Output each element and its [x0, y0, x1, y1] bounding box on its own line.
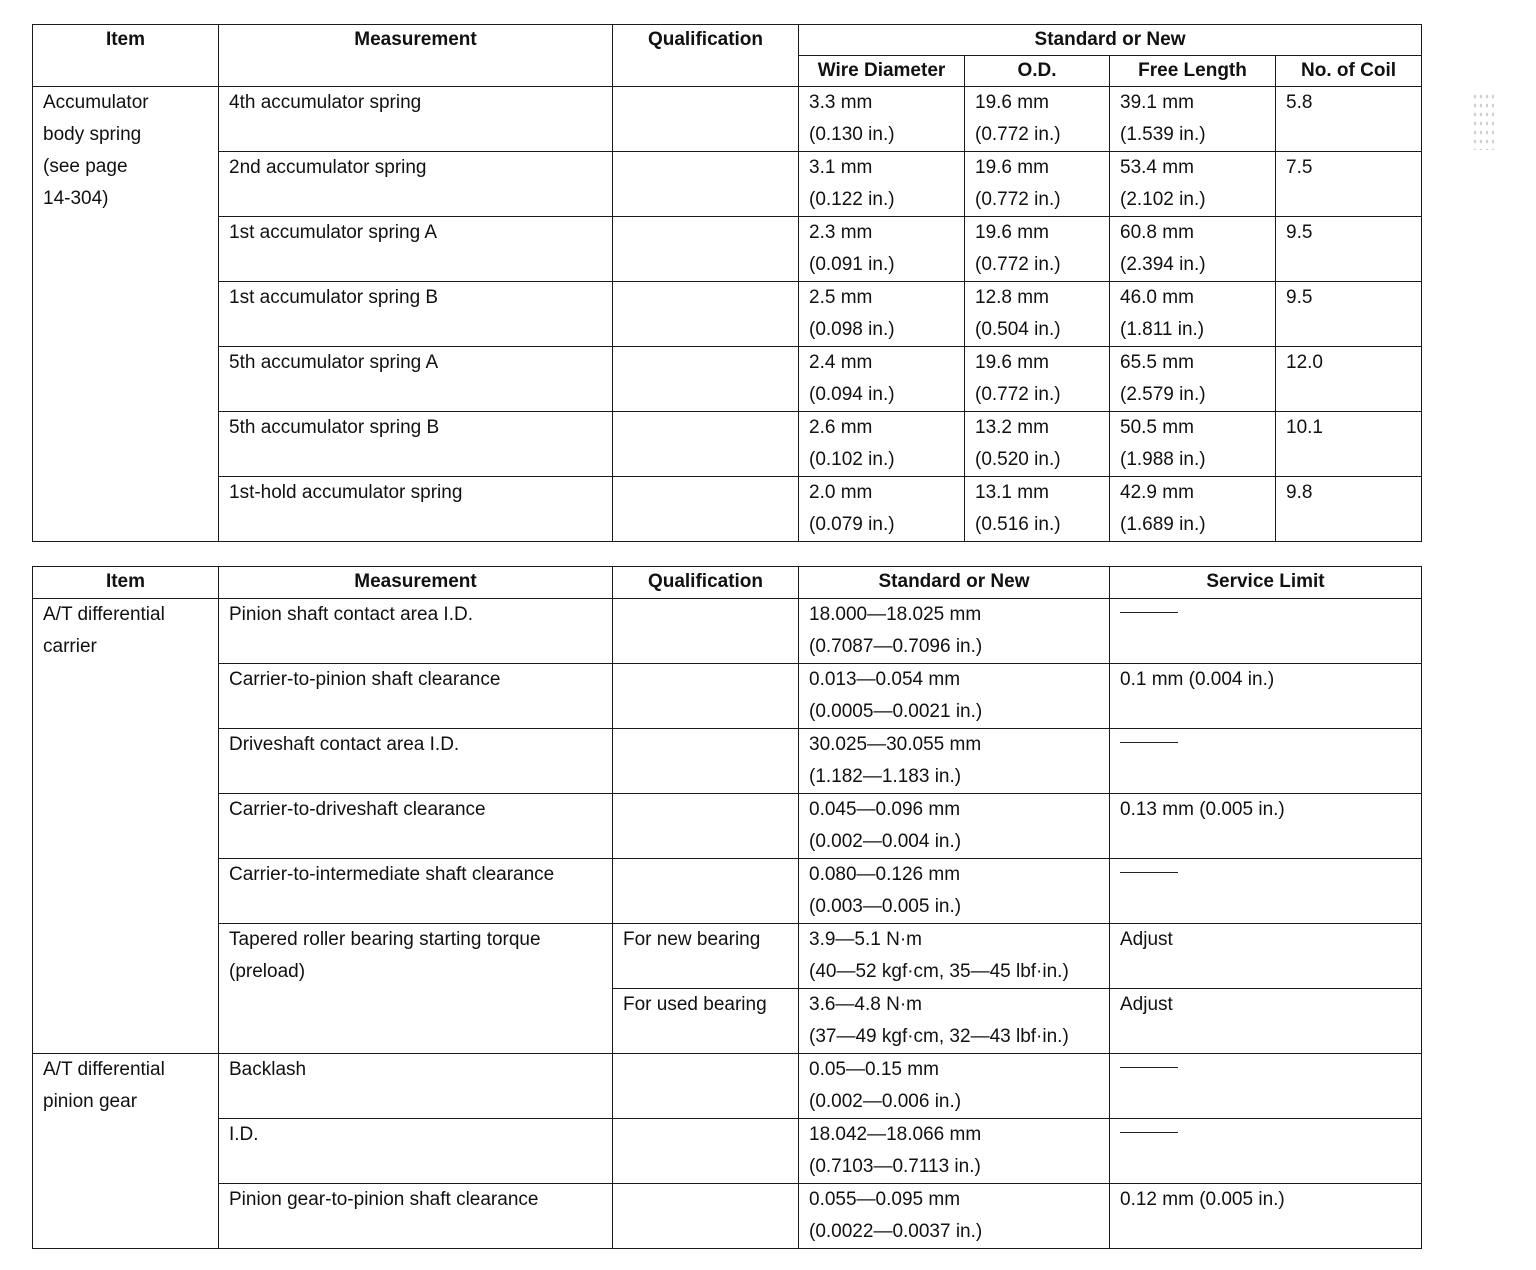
no-limit-dash [1120, 1067, 1178, 1068]
header-qualification: Qualification [613, 567, 799, 599]
service-limit-cell: Adjust [1110, 924, 1422, 989]
value-in: (0.772 in.) [975, 384, 1061, 405]
value-mm: 3.1 mm [809, 157, 873, 178]
free-length-cell [1110, 347, 1276, 412]
qualification-cell: For new bearing [613, 924, 799, 989]
wire-cell [799, 87, 965, 152]
od-cell [965, 347, 1110, 412]
qualification-cell [613, 599, 799, 664]
value-mm: 50.5 mm [1120, 417, 1194, 438]
qualification-cell: For used bearing [613, 989, 799, 1054]
value-in: (0.094 in.) [809, 384, 895, 405]
header-od: O.D. [965, 56, 1110, 87]
value-in: (1.988 in.) [1120, 449, 1206, 470]
table-row [33, 729, 1422, 794]
measurement-line: Tapered roller bearing starting torque [229, 929, 541, 950]
measurement-cell: 2nd accumulator spring [219, 152, 613, 217]
table-row [33, 477, 1422, 542]
header-measurement: Measurement [219, 25, 613, 87]
item-line: (see page [43, 156, 128, 177]
free-length-cell [1110, 282, 1276, 347]
wire-cell [799, 412, 965, 477]
value-mm: 19.6 mm [975, 157, 1049, 178]
no-limit-dash [1120, 872, 1178, 873]
value-in: (0.7087—0.7096 in.) [809, 636, 983, 657]
value-mm: 2.3 mm [809, 222, 873, 243]
value-in: (0.079 in.) [809, 514, 895, 535]
service-limit-cell: 0.1 mm (0.004 in.) [1110, 664, 1422, 729]
header-item: Item [33, 567, 219, 599]
measurement-line: (preload) [229, 961, 306, 982]
measurement-cell: Carrier-to-pinion shaft clearance [219, 664, 613, 729]
item-line: A/T differential [43, 1059, 165, 1080]
standard-cell [799, 924, 1110, 989]
table-row [33, 412, 1422, 477]
value-mm: 19.6 mm [975, 92, 1049, 113]
value-in: (0.0005—0.0021 in.) [809, 701, 983, 722]
table-row [33, 664, 1422, 729]
standard-cell [799, 599, 1110, 664]
value-mm: 13.2 mm [975, 417, 1049, 438]
standard-cell [799, 859, 1110, 924]
wire-cell [799, 282, 965, 347]
table-row [33, 217, 1422, 282]
item-line: Accumulator [43, 92, 149, 113]
header-measurement: Measurement [219, 567, 613, 599]
free-length-cell [1110, 152, 1276, 217]
header-free-length: Free Length [1110, 56, 1276, 87]
no-limit-dash [1120, 612, 1178, 613]
value-in: (0.122 in.) [809, 189, 895, 210]
value-mm: 0.05—0.15 mm [809, 1059, 939, 1080]
standard-cell [799, 1184, 1110, 1249]
coils-cell: 9.5 [1276, 217, 1422, 282]
standard-cell [799, 989, 1110, 1054]
service-limit-cell [1110, 599, 1422, 664]
table-row [33, 1119, 1422, 1184]
value-mm: 46.0 mm [1120, 287, 1194, 308]
value-in: (0.003—0.005 in.) [809, 896, 962, 917]
qualification-cell [613, 1184, 799, 1249]
od-cell [965, 152, 1110, 217]
standard-cell [799, 1119, 1110, 1184]
item-line: 14-304) [43, 188, 109, 209]
measurement-cell: Carrier-to-intermediate shaft clearance [219, 859, 613, 924]
item-line: body spring [43, 124, 142, 145]
free-length-cell [1110, 217, 1276, 282]
od-cell [965, 282, 1110, 347]
od-cell [965, 412, 1110, 477]
value-mm: 2.5 mm [809, 287, 873, 308]
table-row [33, 282, 1422, 347]
value-mm: 2.6 mm [809, 417, 873, 438]
value-mm: 2.0 mm [809, 482, 873, 503]
value-mm: 0.013—0.054 mm [809, 669, 961, 690]
qualification-cell [613, 217, 799, 282]
value-nm: 3.9—5.1 N·m [809, 929, 922, 950]
header-standard-or-new: Standard or New [799, 567, 1110, 599]
qualification-cell [613, 794, 799, 859]
value-mm: 12.8 mm [975, 287, 1049, 308]
table-row [33, 347, 1422, 412]
scan-speckle [1472, 92, 1494, 150]
value-mm: 42.9 mm [1120, 482, 1194, 503]
value-in: (1.689 in.) [1120, 514, 1206, 535]
header-qualification: Qualification [613, 25, 799, 87]
value-mm: 3.3 mm [809, 92, 873, 113]
value-in: (0.520 in.) [975, 449, 1061, 470]
header-coils: No. of Coil [1276, 56, 1422, 87]
value-in: (1.539 in.) [1120, 124, 1206, 145]
no-limit-dash [1120, 1132, 1178, 1133]
value-in: (0.772 in.) [975, 124, 1061, 145]
value-in: (1.182—1.183 in.) [809, 766, 962, 787]
coils-cell: 10.1 [1276, 412, 1422, 477]
item-differential-carrier [33, 599, 219, 1054]
value-nm: 3.6—4.8 N·m [809, 994, 922, 1015]
standard-cell [799, 794, 1110, 859]
table-row [33, 924, 1422, 989]
value-kgf: (40—52 kgf·cm, 35—45 lbf·in.) [809, 961, 1069, 982]
value-in: (0.002—0.006 in.) [809, 1091, 962, 1112]
value-in: (2.394 in.) [1120, 254, 1206, 275]
measurement-cell: Driveshaft contact area I.D. [219, 729, 613, 794]
table-row [33, 859, 1422, 924]
item-differential-pinion-gear [33, 1054, 219, 1249]
value-in: (0.098 in.) [809, 319, 895, 340]
table-row [33, 1184, 1422, 1249]
value-mm: 0.080—0.126 mm [809, 864, 961, 885]
measurement-cell: Pinion gear-to-pinion shaft clearance [219, 1184, 613, 1249]
value-mm: 2.4 mm [809, 352, 873, 373]
header-wire-diameter: Wire Diameter [799, 56, 965, 87]
value-mm: 0.055—0.095 mm [809, 1189, 961, 1210]
qualification-cell [613, 282, 799, 347]
service-limit-cell: 0.13 mm (0.005 in.) [1110, 794, 1422, 859]
value-mm: 18.042—18.066 mm [809, 1124, 982, 1145]
header-item: Item [33, 25, 219, 87]
wire-cell [799, 152, 965, 217]
service-limit-cell: 0.12 mm (0.005 in.) [1110, 1184, 1422, 1249]
accumulator-spring-table [32, 24, 1422, 542]
measurement-cell: 1st accumulator spring B [219, 282, 613, 347]
service-limit-cell [1110, 1119, 1422, 1184]
qualification-cell [613, 347, 799, 412]
measurement-cell: 1st-hold accumulator spring [219, 477, 613, 542]
wire-cell [799, 217, 965, 282]
value-in: (1.811 in.) [1120, 319, 1205, 340]
od-cell [965, 477, 1110, 542]
service-limit-cell [1110, 859, 1422, 924]
value-in: (0.516 in.) [975, 514, 1061, 535]
value-in: (0.091 in.) [809, 254, 895, 275]
qualification-cell [613, 87, 799, 152]
od-cell [965, 87, 1110, 152]
standard-cell [799, 664, 1110, 729]
qualification-cell [613, 729, 799, 794]
value-in: (0.130 in.) [809, 124, 895, 145]
no-limit-dash [1120, 742, 1178, 743]
coils-cell: 9.8 [1276, 477, 1422, 542]
qualification-cell [613, 1054, 799, 1119]
header-service-limit: Service Limit [1110, 567, 1422, 599]
measurement-cell [219, 924, 613, 1054]
service-limit-cell [1110, 729, 1422, 794]
wire-cell [799, 477, 965, 542]
value-mm: 19.6 mm [975, 352, 1049, 373]
value-in: (2.579 in.) [1120, 384, 1206, 405]
value-in: (2.102 in.) [1120, 189, 1206, 210]
service-limit-cell [1110, 1054, 1422, 1119]
value-in: (0.504 in.) [975, 319, 1061, 340]
coils-cell: 12.0 [1276, 347, 1422, 412]
free-length-cell [1110, 477, 1276, 542]
measurement-cell: 4th accumulator spring [219, 87, 613, 152]
value-in: (0.102 in.) [809, 449, 895, 470]
item-accumulator-body-spring [33, 87, 219, 542]
measurement-cell: Backlash [219, 1054, 613, 1119]
table-row [33, 87, 1422, 152]
qualification-cell [613, 859, 799, 924]
qualification-cell [613, 664, 799, 729]
value-in: (0.0022—0.0037 in.) [809, 1221, 983, 1242]
value-mm: 19.6 mm [975, 222, 1049, 243]
value-in: (0.7103—0.7113 in.) [809, 1156, 981, 1177]
value-in: (0.002—0.004 in.) [809, 831, 962, 852]
value-mm: 13.1 mm [975, 482, 1049, 503]
coils-cell: 7.5 [1276, 152, 1422, 217]
coils-cell: 9.5 [1276, 282, 1422, 347]
free-length-cell [1110, 412, 1276, 477]
table-row [33, 1054, 1422, 1119]
value-mm: 0.045—0.096 mm [809, 799, 961, 820]
qualification-cell [613, 1119, 799, 1184]
coils-cell: 5.8 [1276, 87, 1422, 152]
item-line: A/T differential [43, 604, 165, 625]
qualification-cell [613, 412, 799, 477]
measurement-cell: I.D. [219, 1119, 613, 1184]
measurement-cell: 1st accumulator spring A [219, 217, 613, 282]
standard-cell [799, 729, 1110, 794]
value-kgf: (37—49 kgf·cm, 32—43 lbf·in.) [809, 1026, 1069, 1047]
differential-spec-table [32, 566, 1422, 1249]
standard-cell [799, 1054, 1110, 1119]
item-line: carrier [43, 636, 97, 657]
value-mm: 39.1 mm [1120, 92, 1194, 113]
value-mm: 60.8 mm [1120, 222, 1194, 243]
measurement-cell: 5th accumulator spring A [219, 347, 613, 412]
value-mm: 18.000—18.025 mm [809, 604, 982, 625]
value-in: (0.772 in.) [975, 189, 1061, 210]
qualification-cell [613, 477, 799, 542]
wire-cell [799, 347, 965, 412]
item-line: pinion gear [43, 1091, 138, 1112]
free-length-cell [1110, 87, 1276, 152]
od-cell [965, 217, 1110, 282]
table-row [33, 599, 1422, 664]
table-row [33, 794, 1422, 859]
measurement-cell: Carrier-to-driveshaft clearance [219, 794, 613, 859]
value-in: (0.772 in.) [975, 254, 1061, 275]
header-standard-or-new: Standard or New [799, 25, 1422, 56]
service-limit-cell: Adjust [1110, 989, 1422, 1054]
measurement-cell: Pinion shaft contact area I.D. [219, 599, 613, 664]
value-mm: 30.025—30.055 mm [809, 734, 982, 755]
table-row [33, 152, 1422, 217]
measurement-cell: 5th accumulator spring B [219, 412, 613, 477]
qualification-cell [613, 152, 799, 217]
value-mm: 53.4 mm [1120, 157, 1194, 178]
value-mm: 65.5 mm [1120, 352, 1194, 373]
